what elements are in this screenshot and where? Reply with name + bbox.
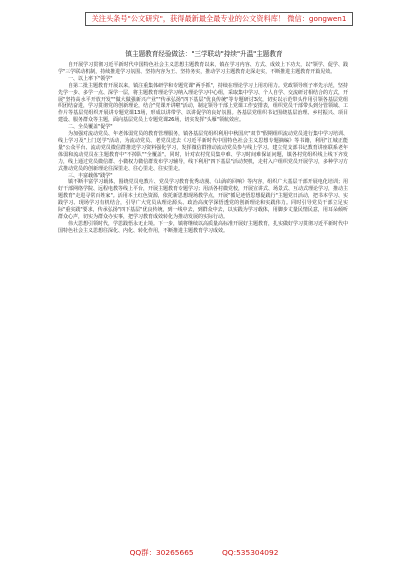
document-body [58, 62, 348, 235]
footer-qq: QQ:535304092 [221, 548, 279, 557]
body-paragraph: 镇不断丰富学习载体，围绕党员电教片、党员学习教育优秀动漫、《山海的回响》等内容，组织广大基层干部开展电化培训；用好干部网络学院、远程电教等线上平台，开展主题教育专题学习；用活各村微党校，开展宣讲式、场景式、互动式理论学习，推动主题教育"走进寻常百姓家"。活用本土红色资源，依托新思想现场教学点，开展"循足迹悟思想促践行"主题党日活动，把书本学习、实践学习、现场学习有机结合，引导广大党员从理论源头、政治高度学深悟透党的创新理论和实践伟力。同时引导党员干部立足实际"重实践"要求，传承弘扬"四下基层"优良传统，到一线中去，到群众中去，以实践为学习载体，用脚步丈量民情民意，用耳朵倾听群众心声，切实为群众办实事，把学习教育成效转化为推动发展的实际行动。 [58, 179, 349, 220]
banner-text: 关注头条号"公文研究"，获得最新最全最专业的公文资料库！ 微信：gongwen1 [85, 12, 354, 26]
document-title: 镇主题教育经验做法："三学联动"持续"升温"主题教育 [125, 50, 283, 58]
section-heading: 一、以上率下"领学" [68, 75, 113, 82]
body-paragraph: 伟大思想引领时代，学思践悟永无止境。下一步，镇将继续以高质量高标准开展好主题教育，扎实做好学习贯彻习近平新时代中国特色社会主义思想往深化、内化、转化作用，不断推进主题教育学习成效。 [58, 220, 349, 234]
section-heading: 三、丰富载体"践学" [68, 172, 113, 179]
body-paragraph: 为加强对流动党员、年老体弱党员的教育管理服务，镇各基层党组织利用中秋国庆"双节"假期组织流动党员进行集中学习培训、线上学习及"上门送学"活动，为流动党员、老党员送去《习近平新时代中国特色社会主义思想专题摘编》等书籍，利用"江城正能量"公众平台、流动党员微信群推送学习资料强化学习，发挥微信群推动流动党员参与线上学习。建立党支部书记教育讲座联系老年体弱和流动党员在主题教育中"不掉队""全覆盖"。同时，针对农村党员集中难、学习时间难保证问题，镇各村党组织线上线下齐发力，线上通过党员微信群、小微权力微信群发布学习辅导，线下利用"四下基层"活动契机，走村入户组织党员开展学习，多种学习方式推动党员的创新理论往深里走、往心里走、往实里走。 [58, 131, 348, 172]
top-banner [0, 6, 408, 26]
section-heading: 二、全员覆盖"促学" [68, 124, 113, 131]
footer-qq-group: QQ群：30265665 [129, 548, 194, 557]
footer [0, 548, 408, 558]
body-paragraph: 自第二批主题教育开展以来，镇注重集体研学和专题党课"两手抓"，持续在理论学习上用功用力。党政领导班子率先示范，坚持先学一步、多学一点、深学一层，将主题教育理论学习纳入理论学习中心组，采取集中学习、个人自学、交流研讨相结合的方式，开展"坚持高水平开放开发""做大做强新兴产业""传承弘扬"四下基层"优良传统"等专题研讨3次，切实以示范带头作用引领各基层党组织团结奋进，学习贯彻党的创新理论，结合"党课开讲啦"活动，制定领导干部上党课工作安排表，组织党员干部带头到分管领域、工作片等基层党组织开展讲专题党课13场，形成以讲带学、以讲促学的良好氛围。各基层党组织书记围绕基层治理、乡村振兴、项目建设、服务群众等主题，面向基层党员上专题党课26场，切实发挥"头雁"领航效应。 [58, 82, 349, 124]
body-paragraph: 自开展学习贯彻习近平新时代中国特色社会主义思想主题教育以来，镇在学习内容、方式、成效上下功夫，以"领学、促学、践学"三学联动机制，持续推进学习氛围、坚持内容为王、坚持务实，推动学习主题教育走深走实，不断推进主题教育开篇见效。 [58, 62, 348, 75]
